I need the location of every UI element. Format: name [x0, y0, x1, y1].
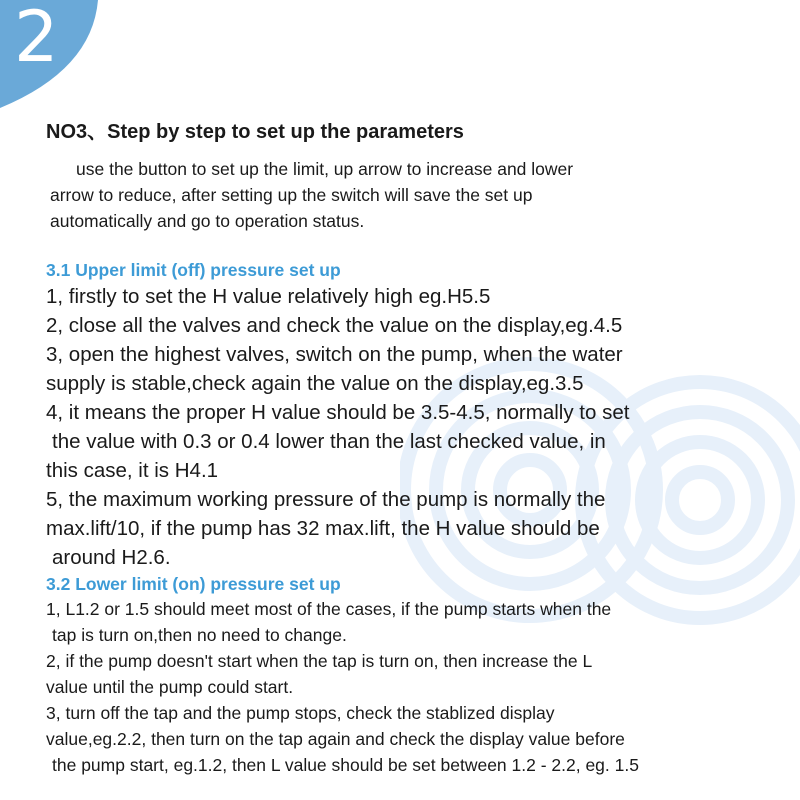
intro-line: automatically and go to operation status. [50, 211, 365, 231]
upper-limit-steps [46, 282, 786, 572]
step-line: the value with 0.3 or 0.4 lower than the last checked value, in [52, 430, 606, 453]
step-line: supply is stable,check again the value on the display,eg.3.5 [46, 372, 584, 395]
step-line: value until the pump could start. [46, 677, 294, 697]
step-number: 2 [14, 0, 59, 78]
lower-limit-heading: 3.2 Lower limit (on) pressure set up [46, 574, 341, 594]
step-line: 3, turn off the tap and the pump stops, check the stablized display [46, 703, 555, 723]
step-line: 3, open the highest valves, switch on the pump, when the water [46, 343, 623, 366]
content [46, 118, 786, 778]
section-title: NO3、Step by step to set up the parameters [46, 121, 464, 143]
step-line: 1, firstly to set the H value relatively high eg.H5.5 [46, 285, 491, 308]
step-line: around H2.6. [52, 546, 171, 569]
step-badge [0, 0, 100, 110]
step-line: 1, L1.2 or 1.5 should meet most of the cases, if the pump starts when the [46, 599, 612, 619]
step-line: 4, it means the proper H value should be 3.5-4.5, normally to set [46, 401, 630, 424]
step-line: 2, if the pump doesn't start when the tap is turn on, then increase the L [46, 651, 593, 671]
intro-paragraph [50, 156, 786, 234]
step-line: max.lift/10, if the pump has 32 max.lift, the H value should be [46, 517, 600, 540]
step-line: 2, close all the valves and check the value on the display,eg.4.5 [46, 314, 623, 337]
step-line: the pump start, eg.1.2, then L value should be set between 1.2 - 2.2, eg. 1.5 [52, 755, 639, 775]
intro-line: use the button to set up the limit, up arrow to increase and lower [76, 159, 574, 179]
step-line: 5, the maximum working pressure of the pump is normally the [46, 488, 606, 511]
step-line: value,eg.2.2, then turn on the tap again and check the display value before [46, 729, 625, 749]
intro-line: arrow to reduce, after setting up the switch will save the set up [50, 185, 533, 205]
step-line: this case, it is H4.1 [46, 459, 219, 482]
step-line: tap is turn on,then no need to change. [52, 625, 347, 645]
lower-limit-steps [46, 596, 786, 778]
upper-limit-heading: 3.1 Upper limit (off) pressure set up [46, 260, 341, 280]
